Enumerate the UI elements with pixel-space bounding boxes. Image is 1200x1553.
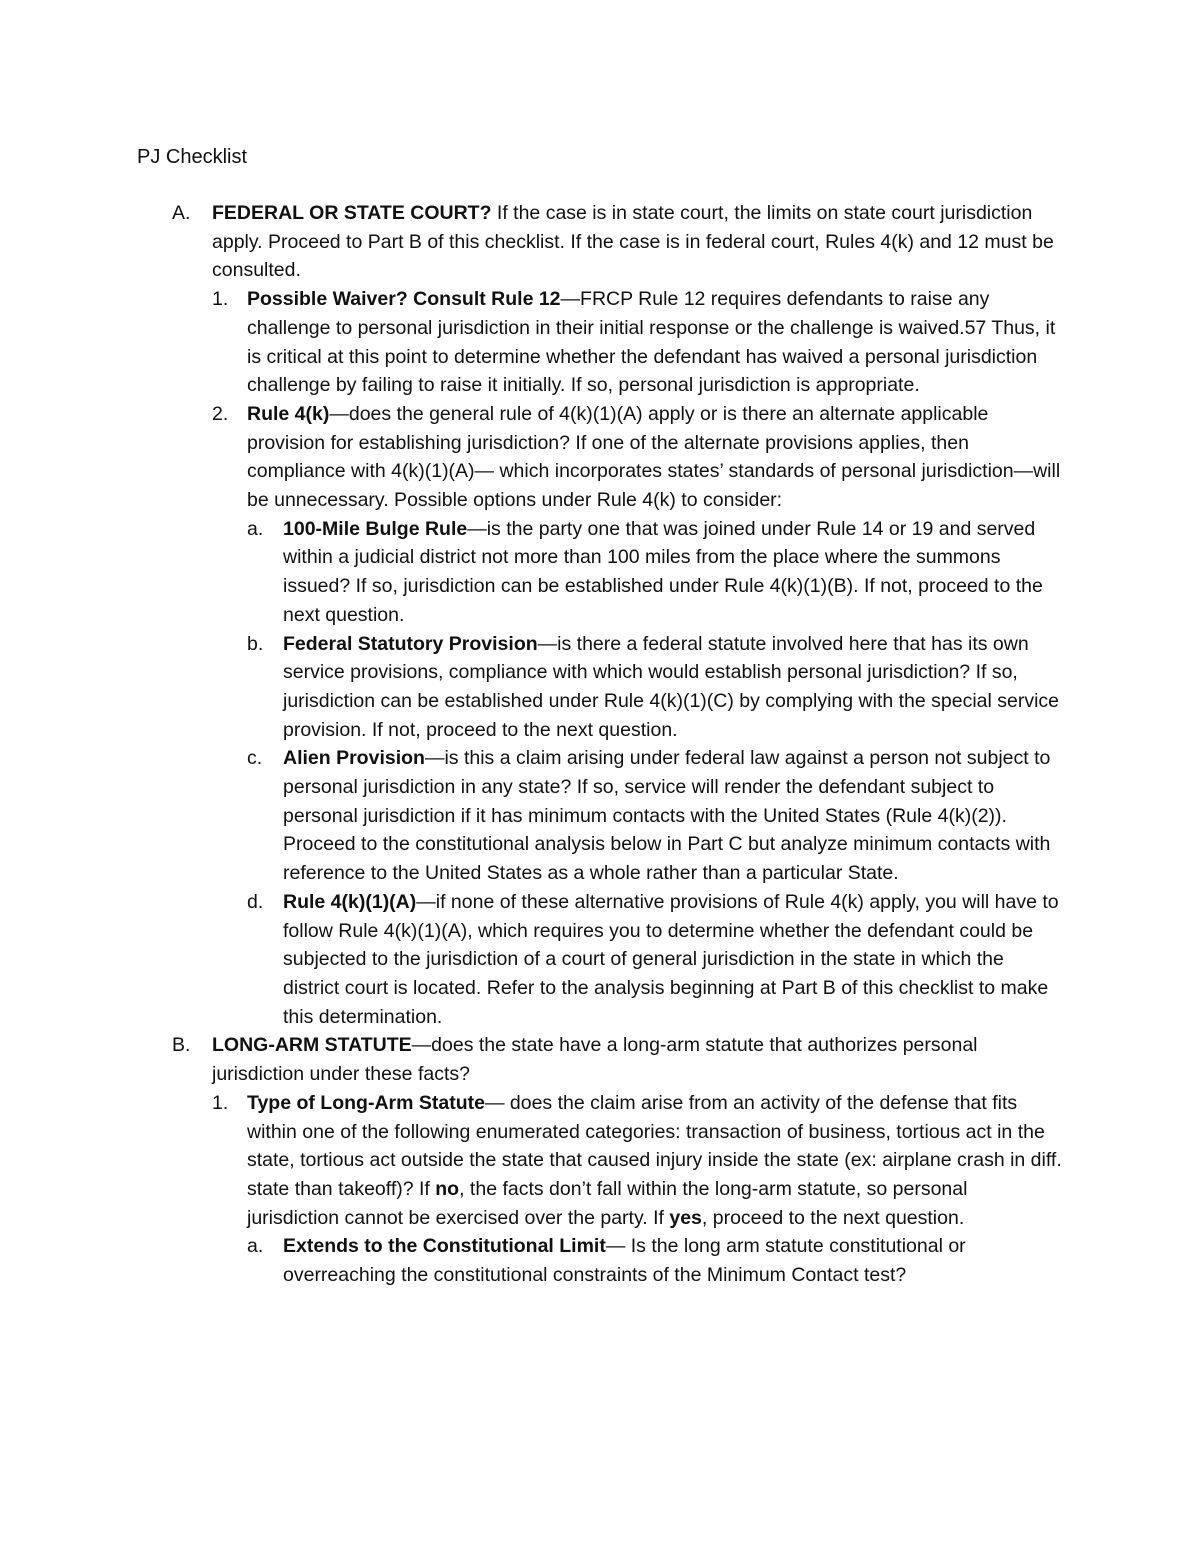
- subitem-paragraph: [283, 630, 1062, 745]
- subitem-marker: d.: [247, 890, 264, 913]
- section-b-items: [212, 1089, 1062, 1290]
- subitem-heading: 100-Mile Bulge Rule: [283, 517, 468, 540]
- list-item-a1: [212, 285, 1062, 400]
- subitem-heading: Federal Statutory Provision: [283, 632, 538, 655]
- section-a: [172, 199, 1062, 1031]
- subitem-heading: Rule 4(k)(1)(A): [283, 890, 417, 913]
- item-text-part: — does the claim arise from an activity of the defense that fits within one of the following enumerated categories: transaction of business, tortious act in the state, tortious act outside the state that caused injury inside the state (ex: airplane crash in diff. state than takeoff)? If: [247, 1091, 1062, 1200]
- item-emphasis-yes: yes: [669, 1206, 702, 1229]
- item-paragraph: [247, 285, 1062, 400]
- subitem-marker: a.: [247, 1235, 264, 1258]
- list-item-b1: [212, 1089, 1062, 1290]
- subitem-text: —if none of these alternative provisions of Rule 4(k) apply, you will have to follow Rule 4(k)(1)(A), which requires you to determine whether the defendant could be subjected to the jurisdiction of a court of general jurisdiction in the state in which the district court is located. Refer to the analysis beginning at Part B of this checklist to make this determination.: [283, 890, 1059, 1028]
- subitem-text: —is this a claim arising under federal law against a person not subject to personal jurisdiction in any state? If so, service will render the defendant subject to personal jurisdiction if it has minimum contacts with the United States (Rule 4(k)(2)). Proceed to the constitutional analysis below in Part C but analyze minimum contacts with reference to the United States as a whole rather than a particular State.: [283, 747, 1051, 885]
- item-marker: 2.: [212, 402, 229, 425]
- list-item-b1a: [247, 1232, 1062, 1289]
- subitem-text: — Is the long arm statute constitutional or overreaching the constitutional constraints of the Minimum Contact test?: [283, 1235, 966, 1287]
- list-item-a2: [212, 400, 1062, 1031]
- section-heading: FEDERAL OR STATE COURT?: [212, 202, 492, 224]
- item-text: —does the general rule of 4(k)(1)(A) apply or is there an alternate applicable provision for establishing jurisdiction? If one of the alternate provisions applies, then compliance with 4(k)(1)(A)— which incorporates states’ standards of personal jurisdiction—will be unnecessary. Possible options under Rule 4(k) to consider:: [247, 402, 1061, 512]
- item-heading: Rule 4(k): [247, 402, 330, 425]
- list-item-a2c: [247, 744, 1062, 888]
- section-heading: LONG-ARM STATUTE: [212, 1034, 412, 1057]
- checklist-body: [172, 199, 1062, 1290]
- section-paragraph: [212, 1031, 1062, 1088]
- item-paragraph: [247, 400, 1062, 515]
- subitem-text: —is the party one that was joined under Rule 14 or 19 and served within a judicial district not more than 100 miles from the place where the summons issued? If so, jurisdiction can be established under Rule 4(k)(1)(B). If not, proceed to the next question.: [283, 517, 1043, 626]
- rule-4k-options: [247, 515, 1062, 1032]
- subitem-paragraph: [283, 515, 1062, 630]
- subitem-heading: Alien Provision: [283, 747, 425, 770]
- section-marker: B.: [172, 1034, 191, 1057]
- subitem-paragraph: [283, 744, 1062, 888]
- subitem-marker: c.: [247, 747, 263, 770]
- item-heading: Possible Waiver? Consult Rule 12: [247, 288, 561, 311]
- subitem-paragraph: [283, 1232, 1062, 1289]
- item-heading: Type of Long-Arm Statute: [247, 1091, 485, 1114]
- subitem-marker: a.: [247, 517, 264, 540]
- item-text-part: , the facts don’t fall within the long-arm statute, so personal jurisdiction cannot be exercised over the party. If: [247, 1177, 968, 1229]
- item-emphasis-no: no: [435, 1177, 460, 1200]
- section-text: If the case is in state court, the limits on state court jurisdiction apply. Proceed to Part B of this checklist. If the case is in federal court, Rules 4(k) and 12 must be consulted.: [212, 202, 1054, 282]
- section-text: —does the state have a long-arm statute that authorizes personal jurisdiction under these facts?: [212, 1034, 978, 1086]
- page-title: PJ Checklist: [137, 146, 248, 168]
- section-marker: A.: [172, 202, 191, 224]
- item-text-part: , proceed to the next question.: [701, 1206, 965, 1229]
- long-arm-subitems: [247, 1232, 1062, 1289]
- item-paragraph: [247, 1089, 1062, 1233]
- subitem-paragraph: [283, 888, 1062, 1032]
- subitem-marker: b.: [247, 632, 264, 655]
- item-marker: 1.: [212, 1091, 229, 1114]
- subitem-text: —is there a federal statute involved here that has its own service provisions, compliance with which would establish personal jurisdiction? If so, jurisdiction can be established under Rule 4(k)(1)(C) by complying with the special service provision. If not, proceed to the next question.: [283, 632, 1060, 741]
- item-text: —FRCP Rule 12 requires defendants to raise any challenge to personal jurisdiction in their initial response or the challenge is waived.57 Thus, it is critical at this point to determine whether the defendant has waived a personal jurisdiction challenge by failing to raise it initially. If so, personal jurisdiction is appropriate.: [247, 288, 1056, 397]
- subitem-heading: Extends to the Constitutional Limit: [283, 1235, 606, 1258]
- section-a-items: [212, 285, 1062, 1031]
- item-marker: 1.: [212, 288, 229, 311]
- list-item-a2b: [247, 630, 1062, 745]
- section-b: [172, 1031, 1062, 1289]
- section-paragraph: [212, 199, 1062, 285]
- list-item-a2d: [247, 888, 1062, 1032]
- list-item-a2a: [247, 515, 1062, 630]
